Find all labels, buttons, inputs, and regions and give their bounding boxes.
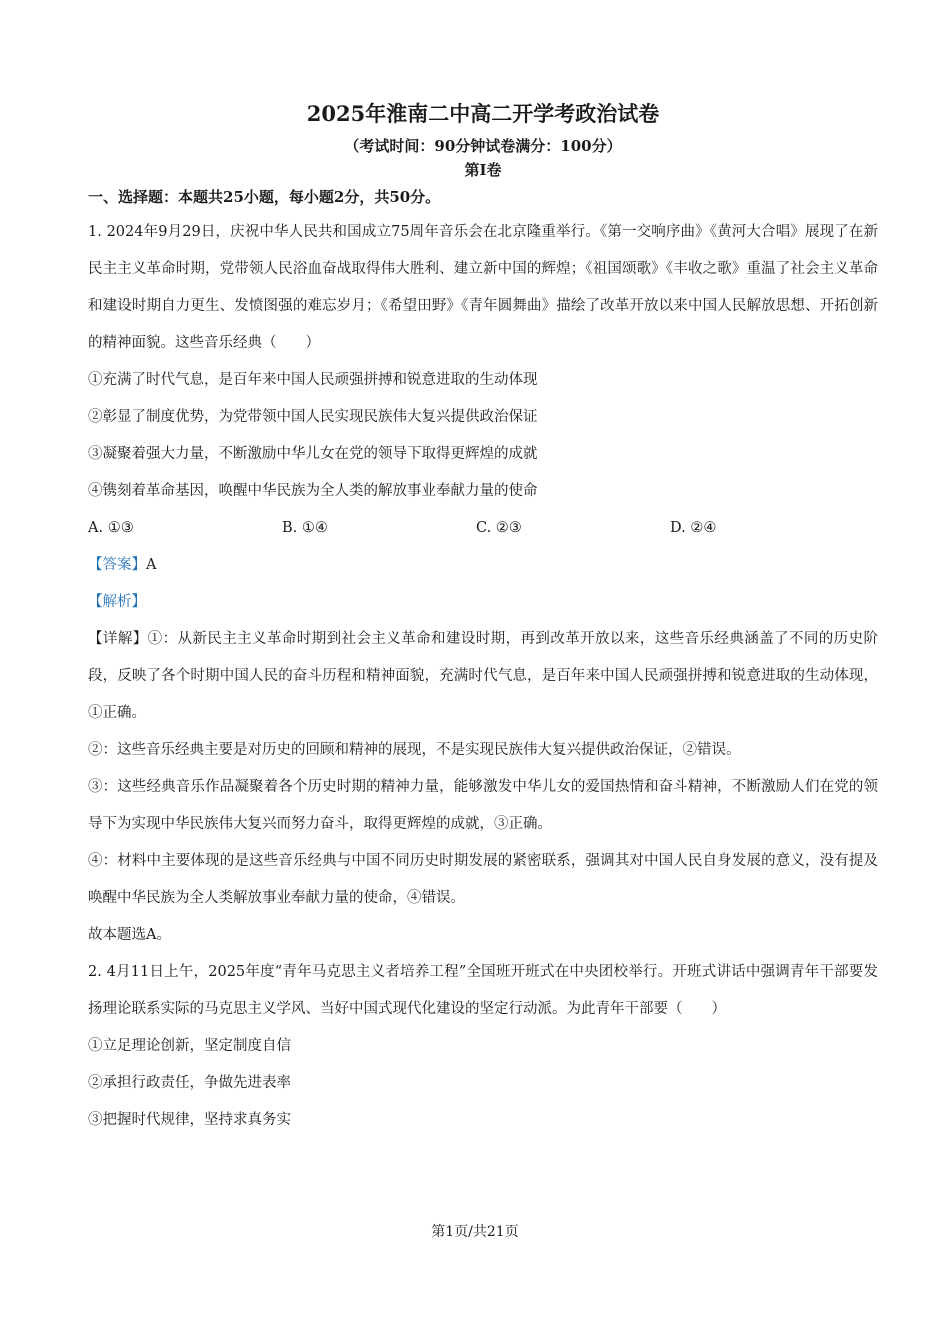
statement-option: ③把握时代规律，坚持求真务实: [88, 1112, 291, 1128]
question-stem: 1. 2024年9月29日，庆祝中华人民共和国成立75周年音乐会在北京隆重举行。《第一交响序曲》《黄河大合唱》展现了在新民主主义革命时期，党带领人民浴血奋战取得伟大胜利、建立新中国的辉煌；《祖国颂歌》《丰收之歌》重温了社会主义革命和建设时期自力更生、发愤图强的难忘岁月；《希望田野》《青年圆舞曲》描绘了改革开放以来中国人民解放思想、开拓创新的精神面貌。这些音乐经典（ ）: [88, 224, 878, 351]
statement-option: ②彰显了制度优势，为党带领中国人民实现民族伟大复兴提供政治保证: [88, 409, 538, 425]
statement-option: ①立足理论创新，坚定制度自信: [88, 1038, 291, 1054]
answer-tag: 【答案】: [88, 557, 146, 573]
choice-b: B. ①④: [282, 520, 328, 536]
analysis-tag: 【解析】: [88, 594, 146, 610]
exam-page: [88, 98, 878, 1139]
detail-tag: 【详解】: [88, 631, 148, 647]
exam-info: （考试时间：90分钟试卷满分：100分）: [344, 137, 622, 155]
choice-c: C. ②③: [476, 520, 522, 536]
analysis-line: [88, 584, 878, 621]
statement-option: ④镌刻着革命基因，唤醒中华民族为全人类的解放事业奉献力量的使命: [88, 483, 538, 499]
statement-option: ③凝聚着强大力量，不断激励中华儿女在党的领导下取得更辉煌的成就: [88, 446, 538, 462]
answer-choices: [88, 510, 878, 547]
question-stem: 2. 4月11日上午，2025年度“青年马克思主义者培养工程”全国班开班式在中央团校举行。开班式讲话中强调青年干部要发扬理论联系实际的马克思主义学风、当好中国式现代化建设的坚定行动派。为此青年干部要（ ）: [88, 964, 878, 1017]
question-1: [88, 214, 878, 954]
page-footer: 第1页/共21页: [431, 1224, 519, 1240]
detail-text: ①：从新民主主义革命时期到社会主义革命和建设时期，再到改革开放以来，这些音乐经典涵盖了不同的历史阶段，反映了各个时期中国人民的奋斗历程和精神面貌，充满时代气息，是百年来中国人民顽强拼搏和锐意进取的生动体现，①正确。: [88, 631, 878, 721]
page-title: 2025年淮南二中高二开学考政治试卷: [306, 101, 660, 126]
part-heading: 第I卷: [464, 161, 502, 179]
detail-paragraph: ④：材料中主要体现的是这些音乐经典与中国不同历史时期发展的紧密联系，强调其对中国人民自身发展的意义，没有提及唤醒中华民族为全人类解放事业奉献力量的使命，④错误。: [88, 853, 878, 906]
conclusion: 故本题选A。: [88, 927, 171, 943]
section-heading: 一、选择题：本题共25小题，每小题2分，共50分。: [88, 188, 441, 206]
choice-d: D. ②④: [670, 520, 717, 536]
answer-line: [88, 547, 878, 584]
statement-option: ①充满了时代气息，是百年来中国人民顽强拼搏和锐意进取的生动体现: [88, 372, 538, 388]
question-2: [88, 954, 878, 1139]
choice-a: A. ①③: [88, 520, 134, 536]
statement-option: ②承担行政责任，争做先进表率: [88, 1075, 291, 1091]
answer-value: A: [146, 557, 157, 573]
detail-paragraph: [88, 621, 878, 732]
detail-paragraph: ③：这些经典音乐作品凝聚着各个历史时期的精神力量，能够激发中华儿女的爱国热情和奋斗精神，不断激励人们在党的领导下为实现中华民族伟大复兴而努力奋斗，取得更辉煌的成就，③正确。: [88, 779, 878, 832]
detail-paragraph: ②：这些音乐经典主要是对历史的回顾和精神的展现，不是实现民族伟大复兴提供政治保证，②错误。: [88, 742, 741, 758]
